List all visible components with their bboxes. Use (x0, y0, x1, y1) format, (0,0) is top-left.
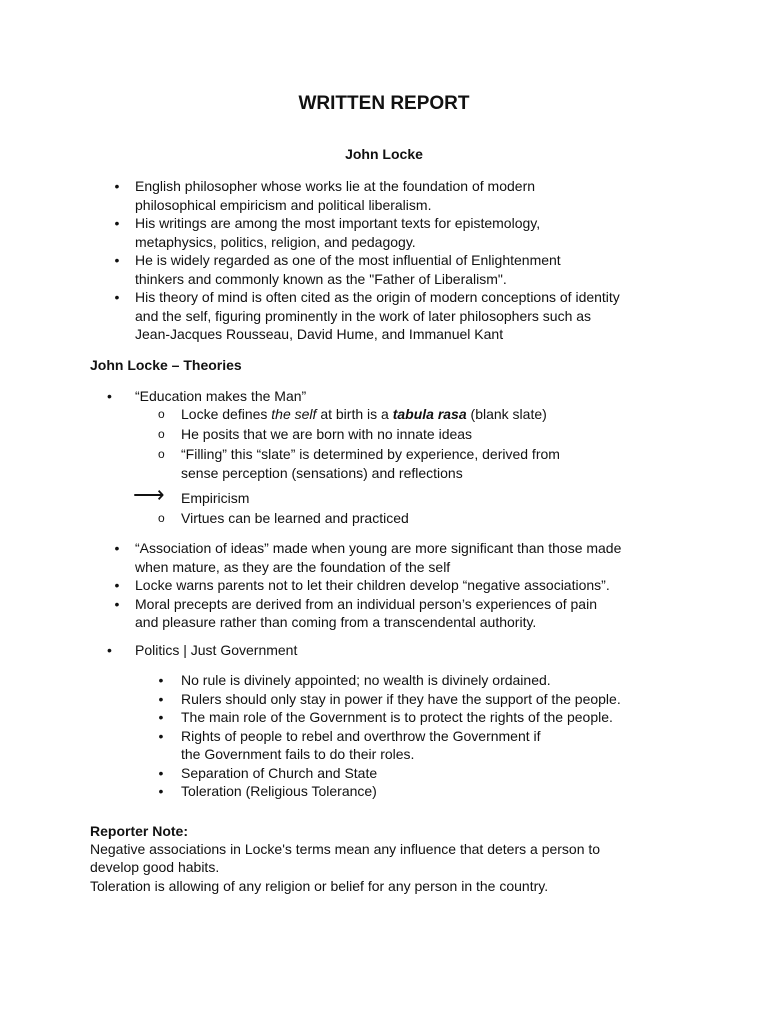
bullet-icon: • (158, 690, 164, 707)
bullet-icon: • (114, 289, 120, 305)
bullet-icon: • (107, 388, 112, 404)
bullet-icon: • (158, 672, 164, 688)
politics-bullet: Politics | Just Government (135, 642, 298, 658)
bullet-icon: • (158, 709, 164, 725)
list-item: • English philosopher whose works lie at the foundation of modern philosophical empiricism and political liberalism. (135, 177, 695, 214)
association-list (114, 539, 695, 632)
report-title: WRITTEN REPORT (298, 93, 470, 114)
bullet-icon: • (158, 764, 164, 781)
bullet-icon: • (114, 540, 120, 556)
list-item: • Separation of Church and State (181, 764, 681, 783)
list-item: • Rulers should only stay in power if they have the support of the people. (181, 690, 681, 709)
list-item: • His theory of mind is often cited as the origin of modern conceptions of identity and the self, figuring prominently in the work of later philosophers such as Jean-Jacques Rousseau, David Hume, and Immanuel Kant (135, 288, 695, 344)
bullet-icon: • (158, 727, 164, 744)
list-item: • Rights of people to rebel and overthrow the Government if the Government fails to do their roles. (181, 727, 681, 764)
bullet-icon: • (107, 642, 112, 658)
bullet-icon: • (114, 178, 120, 194)
bullet-icon: • (114, 252, 120, 268)
education-sub-4: Virtues can be learned and practiced (181, 510, 409, 526)
list-item: • Moral precepts are derived from an individual person’s experiences of pain and pleasure rather than coming from a transcendental authority. (135, 595, 695, 632)
bullet-icon: • (114, 577, 120, 593)
list-item: • The main role of the Government is to protect the rights of the people. (181, 708, 681, 727)
education-sub-1: Locke defines the self at birth is a tabula rasa (blank slate) (181, 406, 547, 422)
list-item: • Locke warns parents not to let their children develop “negative associations”. (135, 576, 695, 595)
sub-bullet-icon: o (158, 407, 165, 421)
reporter-note-line: Toleration is allowing of any religion or belief for any person in the country. (90, 878, 549, 894)
list-item: • His writings are among the most important texts for epistemology, metaphysics, politics, religion, and pedagogy. (135, 214, 695, 251)
bullet-icon: • (114, 215, 120, 231)
list-item: • Toleration (Religious Tolerance) (181, 782, 681, 801)
theories-heading: John Locke – Theories (90, 357, 242, 373)
reporter-note-label: Reporter Note: (90, 823, 189, 839)
politics-list (158, 671, 681, 801)
arrow-right-icon: ⟶ (133, 482, 165, 507)
education-bullet: “Education makes the Man” (135, 388, 307, 404)
list-item: • No rule is divinely appointed; no wealth is divinely ordained. (181, 671, 681, 690)
reporter-note-line: Negative associations in Locke's terms mean any influence that deters a person to (90, 841, 601, 857)
reporter-note-line: develop good habits. (90, 859, 220, 875)
bullet-icon: • (158, 783, 164, 799)
bullet-icon: • (114, 595, 120, 612)
sub-bullet-icon: o (158, 511, 165, 525)
list-item: • He is widely regarded as one of the most influential of Enlightenment thinkers and commonly known as the "Father of Liberalism". (135, 251, 695, 288)
sub-bullet-icon: o (158, 427, 165, 441)
list-item: • “Association of ideas” made when young are more significant than those made when mature, as they are the foundation of the self (135, 539, 695, 576)
education-sub-3: “Filling” this “slate” is determined by experience, derived from sense perception (sensations) and reflections (181, 446, 560, 481)
intro-list (114, 177, 695, 344)
report-subtitle: John Locke (345, 146, 423, 162)
sub-bullet-icon: o (158, 447, 165, 461)
education-sub-2: He posits that we are born with no innate ideas (181, 426, 473, 442)
arrow-label: Empiricism (181, 490, 250, 506)
